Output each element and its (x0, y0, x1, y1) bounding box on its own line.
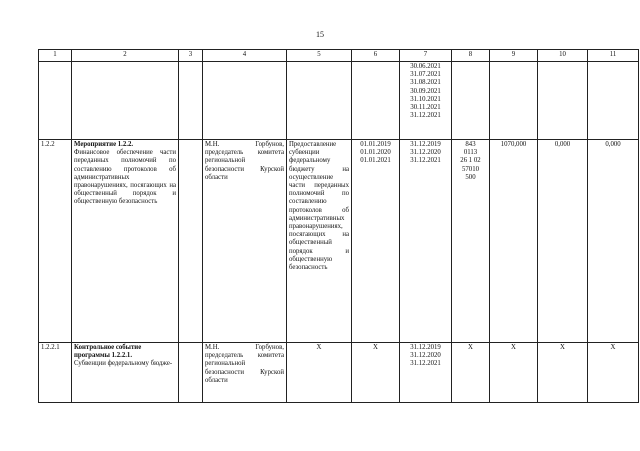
cell-deadline-dates: 30.06.2021 31.07.2021 31.08.2021 30.09.2021 31.10.2021 30.11.2021 31.12.2021 (400, 62, 452, 140)
column-header: 11 (588, 50, 639, 62)
cell-row-number: 1.2.2 (39, 140, 72, 343)
column-header: 2 (72, 50, 179, 62)
column-header: 8 (452, 50, 490, 62)
cell-row-number: 1.2.2.1 (39, 343, 72, 403)
page-number: 15 (316, 30, 324, 39)
cell-measure (72, 140, 179, 343)
cell-end-dates: 31.12.2019 31.12.2020 31.12.2021 (400, 140, 452, 343)
column-header: 5 (287, 50, 352, 62)
column-header: 3 (179, 50, 203, 62)
cell-amount-1: Х (490, 343, 538, 403)
cell-start-dates: Х (352, 343, 400, 403)
measure-text: Финансовое обеспечение части переданных полномочий по составлению протоколов об административных правонарушениях, посягающих на общественный порядок и общественную безопасность (74, 149, 176, 206)
column-header: 1 (39, 50, 72, 62)
control-event-text: Субвенции федеральному бюдже- (74, 360, 173, 368)
table-row-1-2-2-1 (39, 343, 639, 403)
control-event-title: Контрольное событие программы 1.2.2.1. (74, 344, 142, 360)
column-header: 6 (352, 50, 400, 62)
cell-amount-2: Х (538, 343, 588, 403)
column-header: 9 (490, 50, 538, 62)
cell-col3 (179, 343, 203, 403)
cell-result: Предоставление субвенции федеральному бюджету на осуществление части переданных полномочий по составлению протоколов об административных правонарушениях, посягающих на общественный порядок и общественную безопасность (287, 140, 352, 343)
header-row (39, 50, 639, 62)
column-header: 10 (538, 50, 588, 62)
cell-col3 (179, 140, 203, 343)
column-header: 4 (203, 50, 287, 62)
program-table (38, 49, 639, 403)
cell-control-event (72, 343, 179, 403)
cell-responsible: М.Н. Горбунов, председатель комитета региональной безопасности Курской области (203, 343, 287, 403)
cell-result: Х (287, 343, 352, 403)
cell-end-dates: 31.12.2019 31.12.2020 31.12.2021 (400, 343, 452, 403)
cell-responsible: М.Н. Горбунов, председатель комитета региональной безопасности Курской области (203, 140, 287, 343)
column-header: 7 (400, 50, 452, 62)
cell-amount-1: 1070,000 (490, 140, 538, 343)
cell-amount-3: 0,000 (588, 140, 639, 343)
table-row-1-2-2 (39, 140, 639, 343)
cell-budget-code: 843 0113 26 1 02 57010 500 (452, 140, 490, 343)
cell-budget-code: Х (452, 343, 490, 403)
cell-start-dates: 01.01.2019 01.01.2020 01.01.2021 (352, 140, 400, 343)
table-row-continuation (39, 62, 639, 140)
cell-amount-3: Х (588, 343, 639, 403)
cell-amount-2: 0,000 (538, 140, 588, 343)
measure-title: Мероприятие 1.2.2. (74, 141, 134, 148)
